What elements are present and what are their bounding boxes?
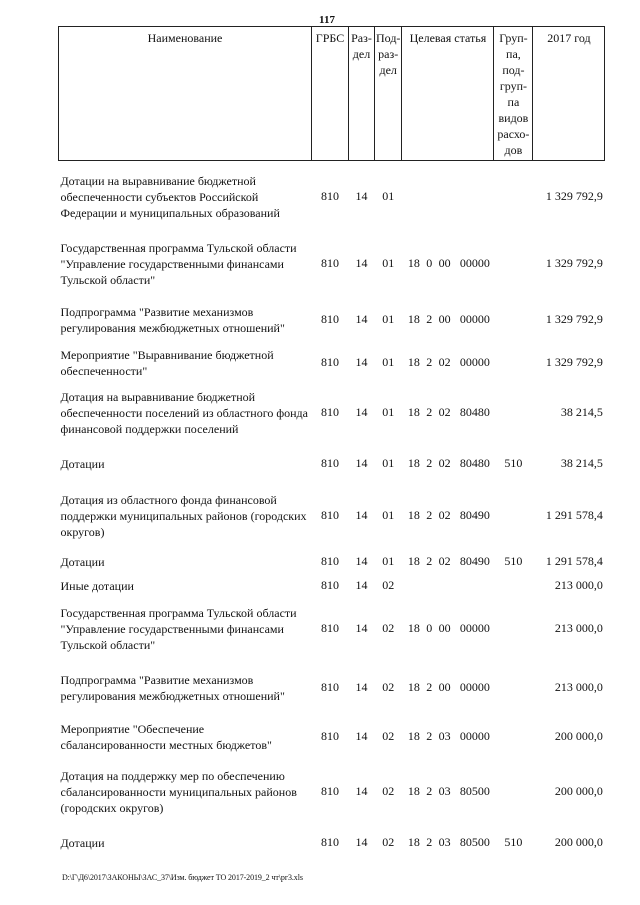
row-subsection: 01	[382, 189, 395, 204]
row-name: Государственная программа Тульской области "Управление государственными финансами Тульской области"	[60, 605, 297, 652]
row-expense-group	[494, 295, 533, 345]
target-program: 18	[407, 729, 420, 743]
row-name: Мероприятие "Выравнивание бюджетной обеспеченности"	[60, 347, 274, 378]
row-amount: 200 000,0	[554, 784, 603, 798]
row-grbs: 810	[321, 729, 339, 743]
target-direction: 80480	[459, 456, 490, 470]
row-name: Дотации	[60, 456, 105, 471]
target-event: 03	[438, 729, 451, 743]
row-amount: 1 329 792,9	[545, 256, 603, 270]
target-subprogram: 0	[426, 621, 433, 635]
header-subsection: Под- раз- дел	[375, 27, 402, 161]
row-target-article	[402, 825, 494, 861]
row-section: 14	[355, 189, 368, 204]
row-name: Дотация на поддержку мер по обеспечению сбалансированности муниципальных районов (городских округов)	[60, 768, 297, 815]
header-grbs: ГРБС	[312, 27, 349, 161]
target-subprogram: 2	[426, 456, 433, 470]
table-body	[59, 161, 605, 861]
row-section: 14	[355, 835, 368, 849]
row-grbs: 810	[321, 784, 339, 798]
target-event: 00	[438, 312, 451, 326]
row-subsection: 02	[382, 784, 395, 798]
row-expense-group	[494, 381, 533, 445]
row-subsection: 02	[382, 835, 395, 849]
target-subprogram: 2	[426, 508, 433, 522]
row-expense-group	[494, 233, 533, 295]
row-amount: 1 291 578,4	[545, 508, 603, 522]
row-amount: 213 000,0	[554, 680, 603, 694]
target-direction: 00000	[459, 680, 490, 694]
row-subsection: 02	[382, 680, 395, 694]
row-expense-group	[494, 715, 533, 759]
row-amount: 200 000,0	[554, 835, 603, 849]
target-program: 18	[407, 312, 420, 326]
row-target-article	[402, 381, 494, 445]
row-target-article	[402, 445, 494, 483]
row-amount: 213 000,0	[554, 578, 603, 592]
budget-table	[58, 26, 605, 861]
row-name: Дотация из областного фонда финансовой поддержки муниципальных районов (городских округов)	[60, 492, 307, 539]
row-target-article	[402, 345, 494, 381]
row-section: 14	[355, 355, 368, 369]
row-subsection: 01	[382, 312, 395, 326]
row-subsection: 01	[382, 256, 395, 270]
target-program: 18	[407, 554, 420, 568]
target-event: 02	[438, 456, 451, 470]
target-subprogram: 2	[426, 312, 433, 326]
row-expense-group	[494, 575, 533, 597]
row-grbs: 810	[321, 405, 339, 419]
table-row	[59, 759, 605, 825]
row-section: 14	[355, 729, 368, 743]
row-grbs: 810	[321, 508, 339, 522]
header-target-article: Целевая статья	[402, 27, 494, 161]
row-subsection: 01	[382, 554, 395, 568]
row-section: 14	[355, 405, 368, 419]
target-direction: 80480	[459, 405, 490, 419]
row-amount: 38 214,5	[560, 456, 603, 470]
target-subprogram: 2	[426, 729, 433, 743]
row-name: Подпрограмма "Развитие механизмов регулирования межбюджетных отношений"	[60, 304, 285, 335]
target-direction: 00000	[459, 729, 490, 743]
target-program: 18	[407, 508, 420, 522]
target-event: 03	[438, 784, 451, 798]
table-row	[59, 161, 605, 233]
row-amount: 1 329 792,9	[545, 189, 603, 204]
row-grbs: 810	[321, 189, 339, 204]
row-amount: 200 000,0	[554, 729, 603, 743]
row-section: 14	[355, 508, 368, 522]
row-subsection: 02	[382, 578, 395, 592]
row-target-article	[402, 161, 494, 233]
table-row	[59, 381, 605, 445]
row-target-article	[402, 483, 494, 549]
row-target-article	[402, 575, 494, 597]
page-number: 117	[319, 14, 335, 26]
target-program: 18	[407, 456, 420, 470]
row-target-article	[402, 233, 494, 295]
row-amount: 1 291 578,4	[545, 554, 603, 568]
target-event: 00	[438, 256, 451, 270]
target-subprogram: 2	[426, 680, 433, 694]
target-event: 00	[438, 680, 451, 694]
target-event: 02	[438, 355, 451, 369]
row-section: 14	[355, 578, 368, 592]
row-name: Дотации	[60, 835, 105, 850]
row-name: Мероприятие "Обеспечение сбалансированности местных бюджетов"	[60, 721, 272, 752]
row-expense-group	[494, 661, 533, 715]
target-program: 18	[407, 621, 420, 635]
target-event: 02	[438, 554, 451, 568]
table-row	[59, 233, 605, 295]
row-amount: 213 000,0	[554, 621, 603, 635]
header-section: Раз- дел	[349, 27, 375, 161]
row-grbs: 810	[321, 554, 339, 568]
row-name: Подпрограмма "Развитие механизмов регулирования межбюджетных отношений"	[60, 672, 285, 703]
target-program: 18	[407, 355, 420, 369]
header-name: Наименование	[59, 27, 312, 161]
table-row	[59, 295, 605, 345]
row-grbs: 810	[321, 312, 339, 326]
target-subprogram: 2	[426, 405, 433, 419]
row-subsection: 02	[382, 729, 395, 743]
header-expense-group: Груп- па, под- груп- па видов расхо- дов	[494, 27, 533, 161]
row-grbs: 810	[321, 256, 339, 270]
target-direction: 00000	[459, 312, 490, 326]
row-name: Дотация на выравнивание бюджетной обеспеченности поселений из областного фонда финансовой поддержки поселений	[60, 389, 308, 436]
target-direction: 00000	[459, 256, 490, 270]
row-grbs: 810	[321, 680, 339, 694]
target-subprogram: 2	[426, 355, 433, 369]
target-program: 18	[407, 784, 420, 798]
row-expense-group	[494, 161, 533, 233]
target-program: 18	[407, 405, 420, 419]
row-target-article	[402, 759, 494, 825]
target-event: 02	[438, 405, 451, 419]
table-row	[59, 575, 605, 597]
table-row	[59, 825, 605, 861]
row-section: 14	[355, 456, 368, 470]
target-direction: 00000	[459, 355, 490, 369]
row-target-article	[402, 549, 494, 575]
row-grbs: 810	[321, 355, 339, 369]
row-subsection: 01	[382, 508, 395, 522]
row-subsection: 02	[382, 621, 395, 635]
row-subsection: 01	[382, 355, 395, 369]
target-event: 00	[438, 621, 451, 635]
row-target-article	[402, 597, 494, 661]
row-expense-group	[494, 597, 533, 661]
row-target-article	[402, 295, 494, 345]
row-grbs: 810	[321, 456, 339, 470]
target-direction: 80500	[459, 784, 490, 798]
row-name: Иные дотации	[60, 578, 134, 593]
row-amount: 1 329 792,9	[545, 355, 603, 369]
target-direction: 80500	[459, 835, 490, 849]
table-row	[59, 345, 605, 381]
target-subprogram: 0	[426, 256, 433, 270]
target-subprogram: 2	[426, 554, 433, 568]
target-direction: 80490	[459, 554, 490, 568]
row-amount: 1 329 792,9	[545, 312, 603, 326]
row-expense-group: 510	[504, 835, 523, 849]
target-program: 18	[407, 835, 420, 849]
row-expense-group	[494, 483, 533, 549]
row-section: 14	[355, 312, 368, 326]
row-subsection: 01	[382, 405, 395, 419]
target-program: 18	[407, 256, 420, 270]
row-section: 14	[355, 256, 368, 270]
row-name: Дотации на выравнивание бюджетной обеспеченности субъектов Российской Федерации и муниципальных образований	[60, 173, 280, 220]
row-expense-group	[494, 759, 533, 825]
row-section: 14	[355, 784, 368, 798]
row-target-article	[402, 715, 494, 759]
header-year: 2017 год	[533, 27, 605, 161]
row-section: 14	[355, 680, 368, 694]
table-row	[59, 597, 605, 661]
table-row	[59, 483, 605, 549]
row-expense-group: 510	[504, 456, 523, 470]
row-section: 14	[355, 621, 368, 635]
target-event: 03	[438, 835, 451, 849]
row-subsection: 01	[382, 456, 395, 470]
table-row	[59, 445, 605, 483]
file-path-footer: D:\Г\Д6\2017\ЗАКОНЫ\ЗАС_37\Изм. бюджет ТО 2017-2019_2 чт\рг3.xls	[62, 873, 303, 882]
target-subprogram: 2	[426, 835, 433, 849]
target-event: 02	[438, 508, 451, 522]
row-amount: 38 214,5	[560, 405, 603, 419]
row-expense-group	[494, 345, 533, 381]
row-name: Дотации	[60, 554, 105, 569]
target-program: 18	[407, 680, 420, 694]
table-row	[59, 549, 605, 575]
row-grbs: 810	[321, 578, 339, 592]
row-name: Государственная программа Тульской области "Управление государственными финансами Тульской области"	[60, 240, 297, 287]
table-row	[59, 715, 605, 759]
row-target-article	[402, 661, 494, 715]
table-row	[59, 661, 605, 715]
target-subprogram: 2	[426, 784, 433, 798]
row-grbs: 810	[321, 621, 339, 635]
row-grbs: 810	[321, 835, 339, 849]
budget-table-wrapper	[58, 26, 605, 861]
table-header-row	[59, 27, 605, 161]
target-direction: 80490	[459, 508, 490, 522]
target-direction: 00000	[459, 621, 490, 635]
row-expense-group: 510	[504, 554, 523, 568]
row-section: 14	[355, 554, 368, 568]
